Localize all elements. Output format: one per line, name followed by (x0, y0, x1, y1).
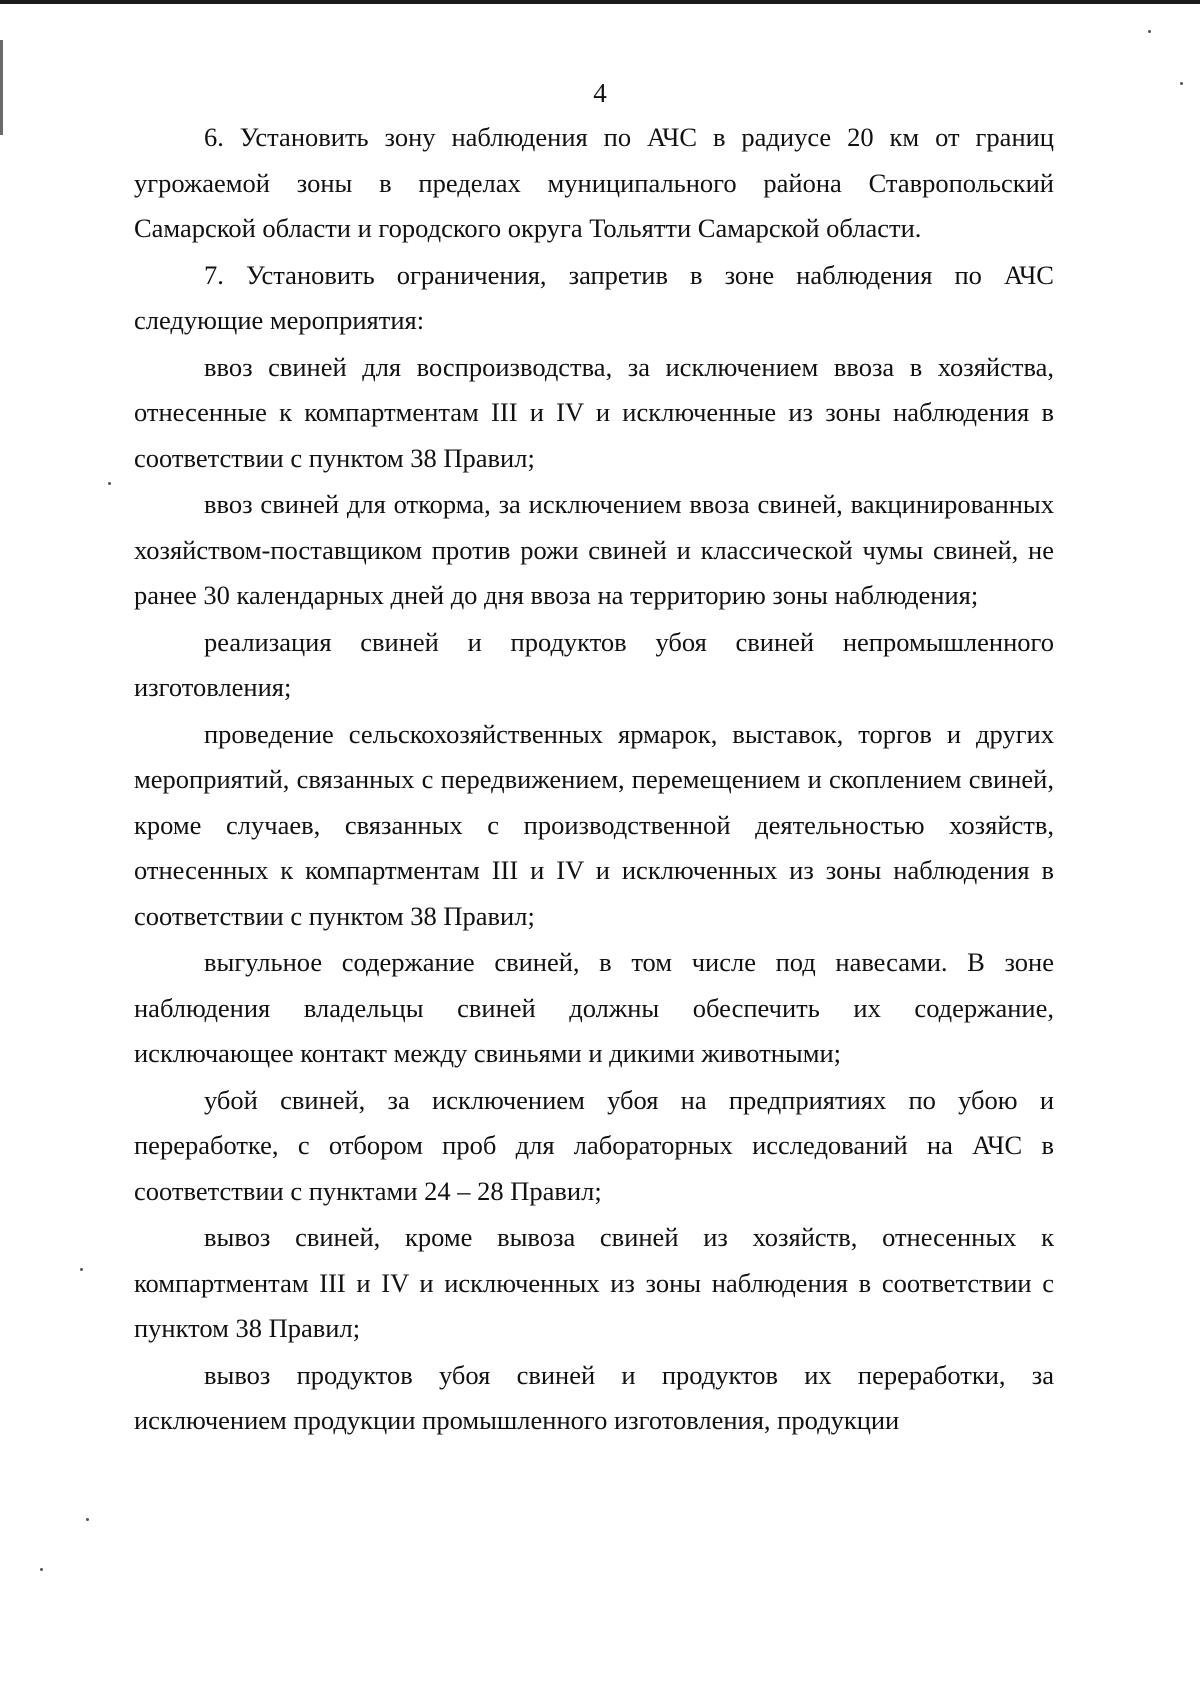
scan-speck (86, 1518, 89, 1521)
scan-speck (40, 1568, 43, 1571)
page-number: 4 (593, 78, 607, 108)
scan-speck (80, 1268, 83, 1271)
restriction-free-range: выгульное содержание свиней, в том числе под навесами. В зоне наблюдения владельцы свиней должны обеспечить их содержание, исключающее контакт между свиньями и дикими животными; (134, 947, 1054, 1068)
scan-speck (108, 482, 111, 485)
restriction-fattening-import: ввоз свиней для откорма, за исключением ввоза свиней, вакцинированных хозяйством-поставщиком против рожи свиней и классической чумы свиней, не ранее 30 календарных дней до дня ввоза на территорию зоны наблюдения; (134, 489, 1054, 610)
restriction-slaughter: убой свиней, за исключением убоя на предприятиях по убою и переработке, с отбором проб для лабораторных исследований на АЧС в соответствии с пунктами 24 – 28 Правил; (134, 1084, 1054, 1206)
document-body (134, 115, 1054, 1444)
restriction-export-products: вывоз продуктов убоя свиней и продуктов их переработки, за исключением продукции промышленного изготовления, продукции (134, 1359, 1054, 1435)
restriction-sale: реализация свиней и продуктов убоя свиней непромышленного изготовления; (134, 626, 1054, 702)
top-edge-rule (0, 0, 1200, 4)
paragraph-item-7: 7. Установить ограничения, запретив в зоне наблюдения по АЧС следующие мероприятия: (134, 259, 1054, 335)
scan-speck (1148, 30, 1151, 33)
restriction-fairs: проведение сельскохозяйственных ярмарок, выставок, торгов и других мероприятий, связанных с передвижением, перемещением и скоплением свиней, кроме случаев, связанных с производственной деятельностью хозяйств, отнесенных к компартментам III и IV и исключенных из зоны наблюдения в соответствии с пунктом 38 Правил; (134, 718, 1054, 931)
restriction-breeding-import: ввоз свиней для воспроизводства, за исключением ввоза в хозяйства, отнесенные к компартментам III и IV и исключенные из зоны наблюдения в соответствии с пунктом 38 Правил; (134, 351, 1054, 473)
paragraph-item-6: 6. Установить зону наблюдения по АЧС в радиусе 20 км от границ угрожаемой зоны в пределах муниципального района Ставропольский Самарской области и городского округа Тольятти Самарской области. (134, 122, 1054, 243)
restriction-export-pigs: вывоз свиней, кроме вывоза свиней из хозяйств, отнесенных к компартментам III и IV и исключенных из зоны наблюдения в соответствии с пунктом 38 Правил; (134, 1222, 1054, 1343)
